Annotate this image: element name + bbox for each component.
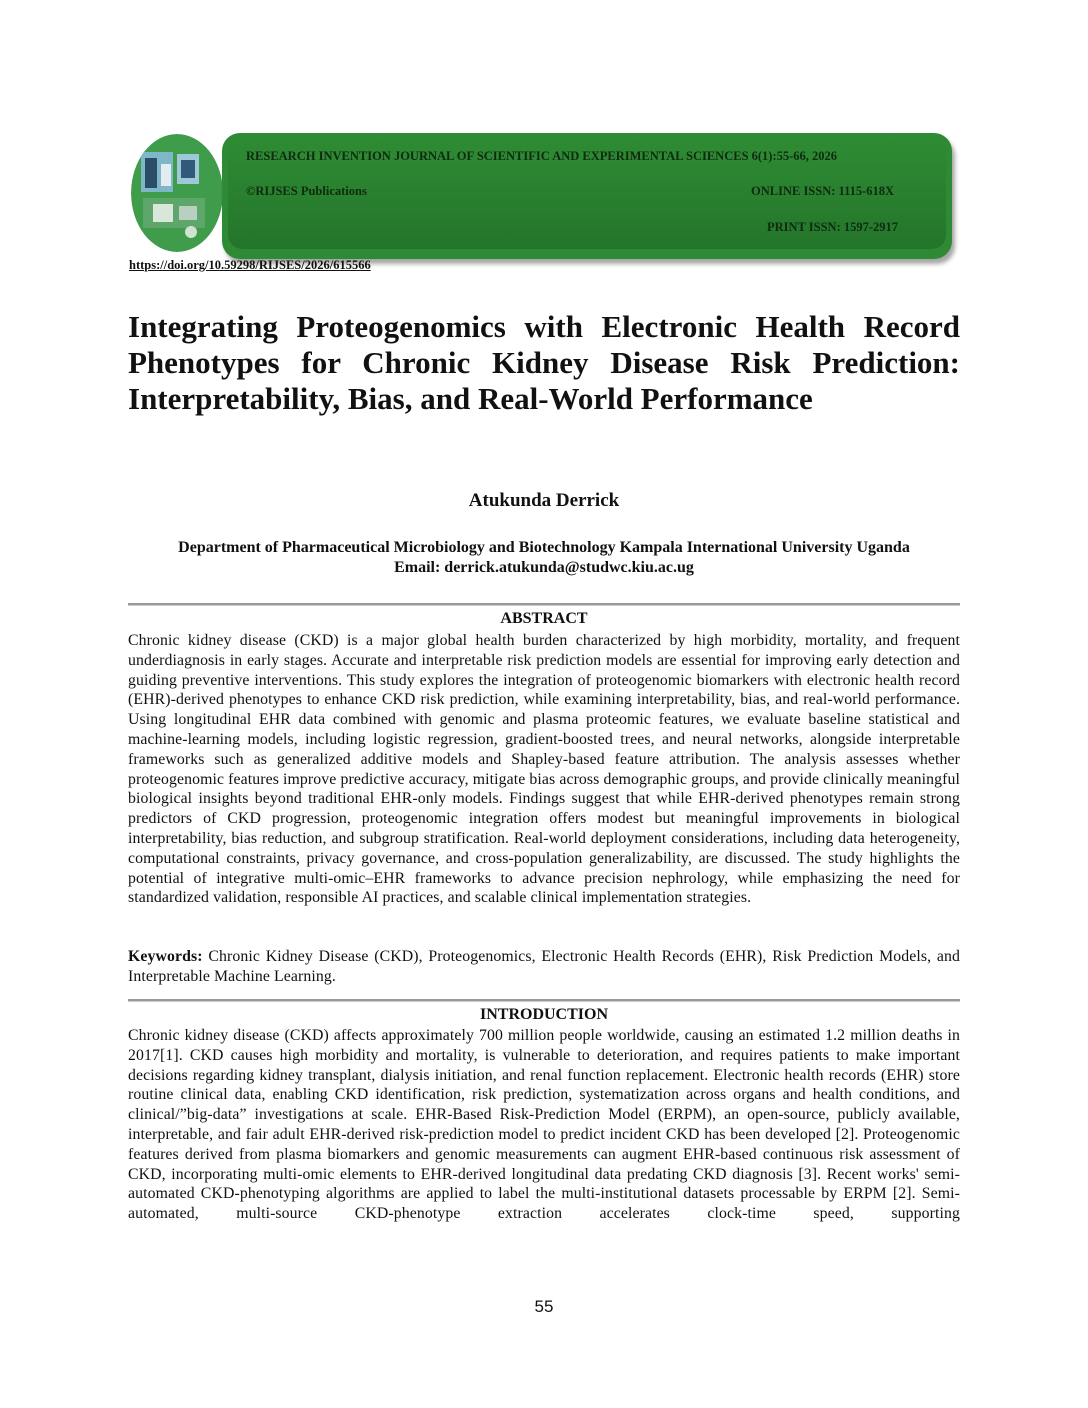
publisher-label: ©RIJSES Publications — [246, 184, 367, 198]
divider — [128, 603, 960, 606]
abstract-text: Chronic kidney disease (CKD) is a major global health burden characterized by high morbidity, mortality, and frequent underdiagnosis in early stages. Accurate and interpretable risk prediction models are essential for improving early detection and guiding preventive interventions. This study explores the integration of proteogenomic biomarkers with electronic health record (EHR)-derived phenotypes to enhance CKD risk prediction, while examining interpretability, bias, and real-world performance. Using longitudinal EHR data combined with genomic and plasma proteomic features, we evaluate baseline statistical and machine-learning models, including logistic regression, gradient-boosted trees, and neural networks, alongside interpretable frameworks such as generalized additive models and Shapley-based feature attribution. The analysis assesses whether proteogenomic features improve predictive accuracy, mitigate bias across demographic groups, and provide clinically meaningful biological insights beyond traditional EHR-only models. Findings suggest that while EHR-derived phenotypes remain strong predictors of CKD progression, proteogenomic integration offers modest but meaningful improvements in biological interpretability, bias reduction, and subgroup stratification. Real-world deployment considerations, including data heterogeneity, computational constraints, privacy governance, and cross-population generalizability, are discussed. The study highlights the potential of integrative multi-omic–EHR frameworks to advance precision nephrology, while emphasizing the need for standardized validation, responsible AI practices, and scalable clinical implementation strategies. — [128, 632, 960, 907]
journal-citation: RESEARCH INVENTION JOURNAL OF SCIENTIFIC AND EXPERIMENTAL SCIENCES 6(1):55-66, 2026 — [246, 149, 838, 163]
abstract-heading: ABSTRACT — [500, 610, 588, 627]
online-issn: ONLINE ISSN: 1115-618X — [751, 184, 895, 198]
divider — [128, 999, 960, 1002]
doi-link[interactable]: https://doi.org/10.59298/RIJSES/2026/615566 — [129, 258, 371, 272]
keywords-label: Keywords: — [128, 948, 203, 965]
introduction-heading: INTRODUCTION — [479, 1006, 608, 1023]
journal-logo — [131, 134, 223, 252]
affiliation-text: Department of Pharmaceutical Microbiology and Biotechnology Kampala International University Uganda — [178, 539, 910, 556]
print-issn: PRINT ISSN: 1597-2917 — [767, 220, 899, 234]
page-number: 55 — [534, 1297, 554, 1316]
paper-title: Integrating Proteogenomics with Electronic Health Record Phenotypes for Chronic Kidney Disease Risk Prediction: Interpretability, Bias, and Real-World Performance — [128, 309, 960, 416]
author-affiliation — [0, 538, 1088, 578]
keywords-text: Chronic Kidney Disease (CKD), Proteogenomics, Electronic Health Records (EHR), Risk Prediction Models, and Interpretable Machine Learning. — [128, 948, 960, 985]
keywords — [128, 947, 960, 987]
author-email: Email: derrick.atukunda@studwc.kiu.ac.ug — [394, 559, 694, 576]
author-name: Atukunda Derrick — [468, 490, 620, 511]
introduction-text: Chronic kidney disease (CKD) affects approximately 700 million people worldwide, causing an estimated 1.2 million deaths in 2017[1]. CKD causes high morbidity and mortality, is vulnerable to deterioration, and requires patients to make important decisions regarding kidney transplant, dialysis initiation, and renal function replacement. Electronic health records (EHR) store routine clinical data, enabling CKD identification, risk prediction, systematization across organs and health conditions, and clinical/”big-data” investigations at scale. EHR-Based Risk-Prediction Model (ERPM), an open-source, publicly available, interpretable, and fair adult EHR-derived risk-prediction model to predict incident CKD has been developed [2]. Proteogenomic features derived from plasma biomarkers and genomic measurements can augment EHR-based continuous risk assessment of CKD, incorporating multi-omic elements to EHR-derived longitudinal data predating CKD diagnosis [3]. Recent works' semi-automated CKD-phenotyping algorithms are applied to label the multi-institutional datasets processable by ERPM [2]. Semi-automated, multi-source CKD-phenotype extraction accelerates clock-time speed, supporting — [128, 1027, 960, 1223]
